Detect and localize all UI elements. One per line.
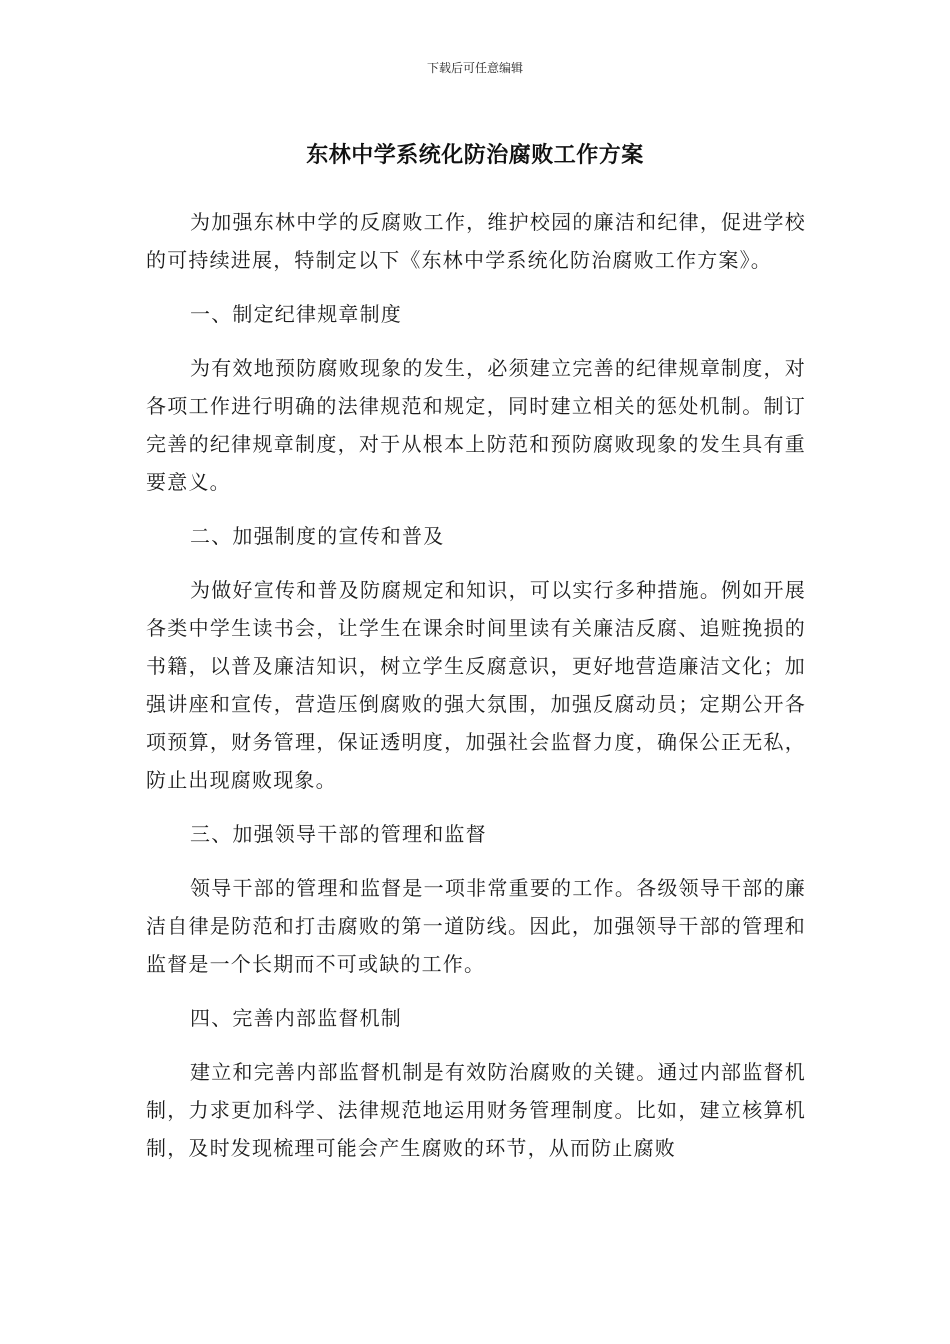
section-heading-1: 一、制定纪律规章制度 (190, 302, 402, 326)
header-note: 下载后可任意编辑 (426, 61, 523, 75)
section-body-3: 领导干部的管理和监督是一项非常重要的工作。各级领导干部的廉洁自律是防范和打击腐败的第一道防线。因此，加强领导干部的管理和监督是一个长期而不可或缺的工作。 (146, 876, 806, 976)
section-heading-4: 四、完善内部监督机制 (190, 1006, 402, 1030)
section-body-4: 建立和完善内部监督机制是有效防治腐败的关键。通过内部监督机制，力求更加科学、法律规范地运用财务管理制度。比如，建立核算机制，及时发现梳理可能会产生腐败的环节，从而防止腐败 (146, 1060, 806, 1160)
section-body-1: 为有效地预防腐败现象的发生，必须建立完善的纪律规章制度，对各项工作进行明确的法律规范和规定，同时建立相关的惩处机制。制订完善的纪律规章制度，对于从根本上防范和预防腐败现象的发生具有重要意义。 (146, 356, 806, 494)
document-title: 东林中学系统化防治腐败工作方案 (306, 143, 644, 168)
section-heading-2: 二、加强制度的宣传和普及 (190, 524, 445, 548)
section-heading-3: 三、加强领导干部的管理和监督 (190, 822, 487, 846)
document-body (146, 203, 806, 1183)
section-body-2: 为做好宣传和普及防腐规定和知识，可以实行多种措施。例如开展各类中学生读书会，让学生在课余时间里读有关廉洁反腐、追赃挽损的书籍，以普及廉洁知识，树立学生反腐意识，更好地营造廉洁文化；加强讲座和宣传，营造压倒腐败的强大氛围，加强反腐动员；定期公开各项预算，财务管理，保证透明度，加强社会监督力度，确保公正无私，防止出现腐败现象。 (146, 578, 806, 792)
intro-paragraph: 为加强东林中学的反腐败工作，维护校园的廉洁和纪律，促进学校的可持续进展，特制定以下《东林中学系统化防治腐败工作方案》。 (146, 210, 806, 272)
